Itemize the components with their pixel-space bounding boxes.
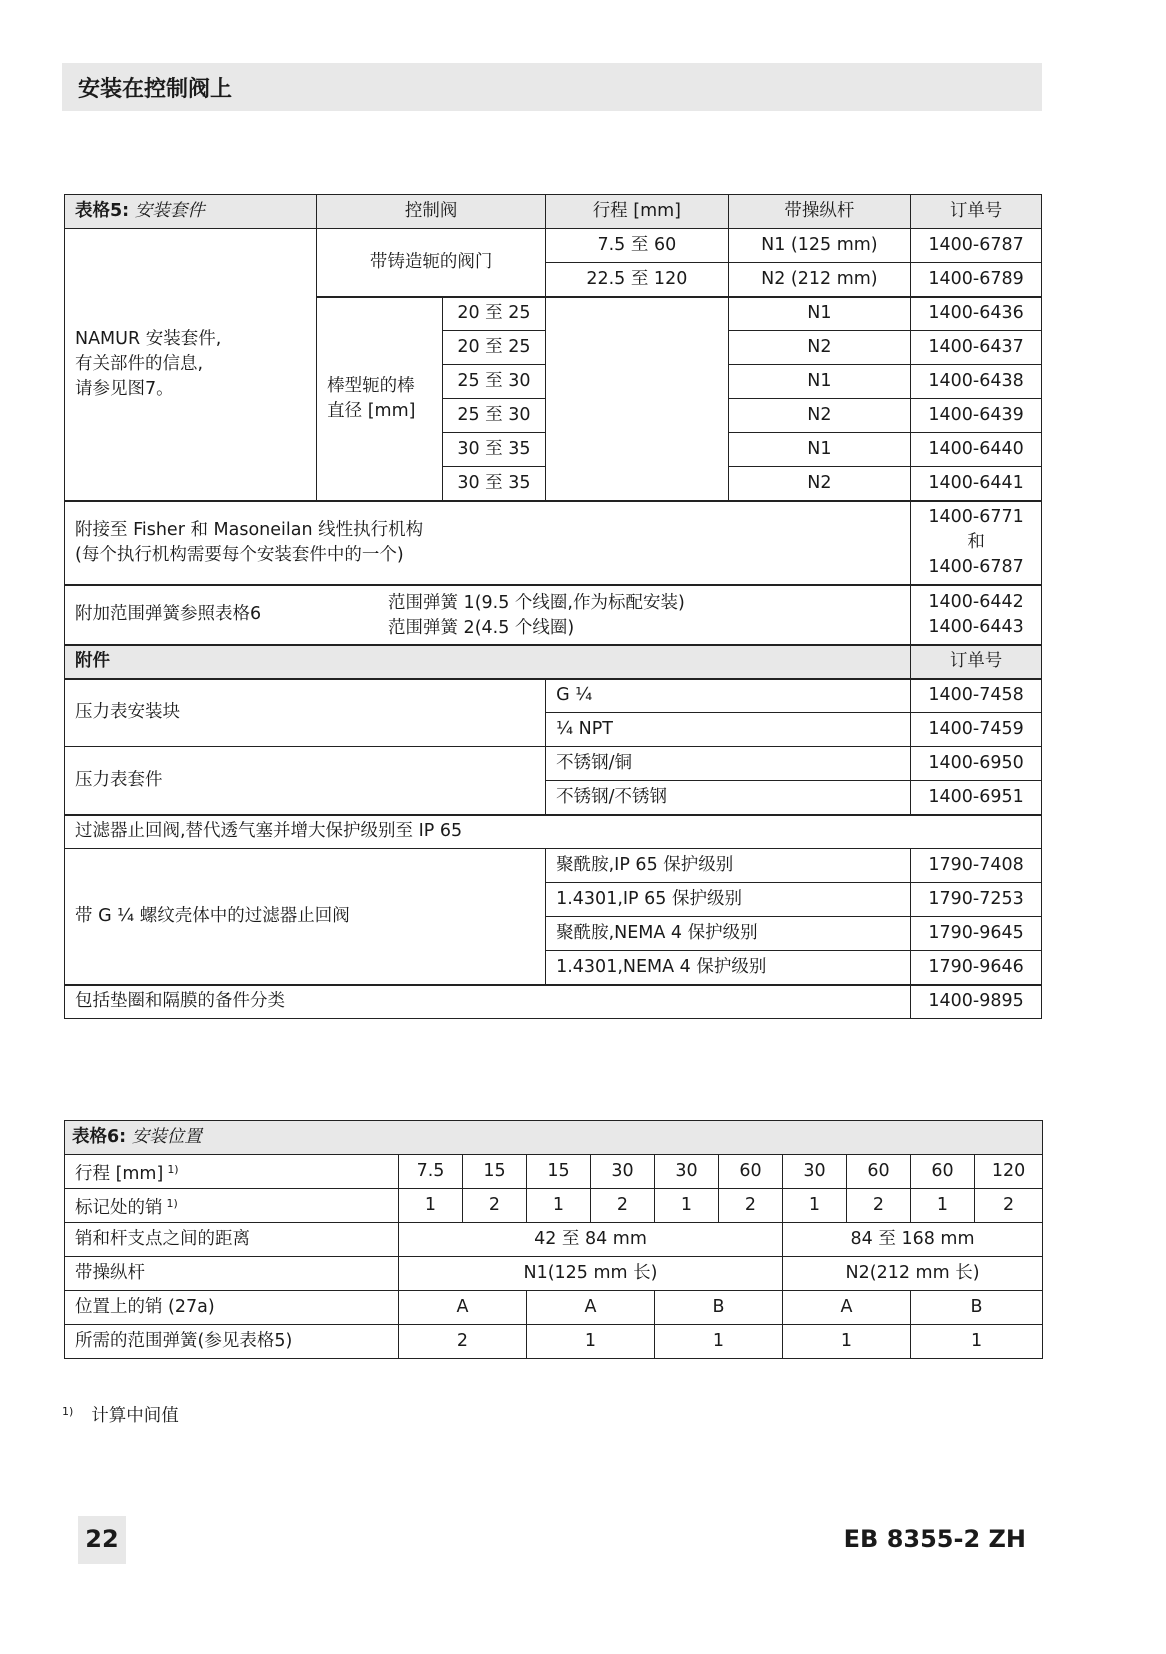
- section-header: [62, 63, 1042, 111]
- table-row-spring: 所需的范围弹簧(参见表格5) 2 1 1 1 1: [65, 1325, 1043, 1359]
- table-row: 棒型轭的棒 直径 [mm] 20 至 25 N1 1400-6436: [65, 297, 1042, 331]
- document-id: EB 8355-2 ZH: [843, 1525, 1026, 1553]
- table-6-mounting-positions: [64, 1120, 1043, 1359]
- table-row: 过滤器止回阀,替代透气塞并增大保护级别至 IP 65: [65, 815, 1042, 849]
- table-row: 30 至 35 N2 1400-6441: [65, 467, 1042, 501]
- table-row: 25 至 30 N1 1400-6438: [65, 365, 1042, 399]
- table-row: 包括垫圈和隔膜的备件分类 1400-9895: [65, 985, 1042, 1019]
- table-row-distance: 销和杆支点之间的距离 42 至 84 mm 84 至 168 mm: [65, 1223, 1043, 1257]
- col-header-travel: 行程 [mm]: [546, 195, 729, 229]
- col-header-order-no: 订单号: [911, 195, 1042, 229]
- table-row: 20 至 25 N2 1400-6437: [65, 331, 1042, 365]
- table-row-fisher: 附接至 Fisher 和 Masoneilan 线性执行机构 (每个执行机构需要每个安装套件中的一个) 1400-6771 和 1400-6787: [65, 501, 1042, 585]
- accessories-header-row: 附件 订单号: [65, 645, 1042, 679]
- table-row: 聚酰胺,NEMA 4 保护级别 1790-9645: [65, 917, 1042, 951]
- table-5-mounting-kits: [64, 194, 1042, 1019]
- table-row: 30 至 35 N1 1400-6440: [65, 433, 1042, 467]
- empty-travel-cell: [546, 297, 729, 501]
- table-row: NAMUR 安装套件, 有关部件的信息, 请参见图7。 带铸造轭的阀门 7.5 至 60 N1 (125 mm) 1400-6787: [65, 229, 1042, 263]
- table-row: 1.4301,NEMA 4 保护级别 1790-9646: [65, 951, 1042, 985]
- table-row: 不锈钢/不锈钢 1400-6951: [65, 781, 1042, 815]
- section-title: 安装在控制阀上: [78, 77, 233, 102]
- page-number: 22: [85, 1525, 119, 1553]
- col-header-control-valve: 控制阀: [317, 195, 546, 229]
- page-number-box: [78, 1516, 126, 1564]
- table-caption: 表格5: 安装套件: [65, 195, 317, 229]
- rod-yoke-label: 棒型轭的棒 直径 [mm]: [317, 297, 443, 501]
- table-caption: 表格6: 安装位置: [65, 1121, 1043, 1155]
- table-row: 25 至 30 N2 1400-6439: [65, 399, 1042, 433]
- footnote: [62, 1402, 179, 1427]
- table-row: 带 G ¼ 螺纹壳体中的过滤器止回阀 聚酰胺,IP 65 保护级别 1790-7408: [65, 849, 1042, 883]
- table-row: 1.4301,IP 65 保护级别 1790-7253: [65, 883, 1042, 917]
- table-row-pin: 标记处的销 $^{1)}$ 1 2 1 2 1 2 1 2 1 2: [65, 1189, 1043, 1223]
- table-row-lever: 带操纵杆 N1(125 mm 长) N2(212 mm 长): [65, 1257, 1043, 1291]
- table-row-position: 位置上的销 (27a) A A B A B: [65, 1291, 1043, 1325]
- col-header-lever: 带操纵杆: [728, 195, 911, 229]
- table-row: ¼ NPT 1400-7459: [65, 713, 1042, 747]
- table-header-row: [65, 195, 1042, 229]
- namur-description: NAMUR 安装套件, 有关部件的信息, 请参见图7。: [65, 229, 317, 501]
- footnote-mark: 1): [62, 1405, 74, 1418]
- footnote-text: 计算中间值: [91, 1406, 179, 1426]
- cast-yoke-label: 带铸造轭的阀门: [317, 229, 546, 297]
- table-row: 22.5 至 120 N2 (212 mm) 1400-6789: [65, 263, 1042, 297]
- table-row-springs: 附加范围弹簧参照表格6 范围弹簧 1(9.5 个线圈,作为标配安装) 范围弹簧 2(4.5 个线圈) 1400-6442 1400-6443: [65, 585, 1042, 645]
- table-header-row: [65, 1121, 1043, 1155]
- table-row: 压力表安装块 G ¼ 1400-7458: [65, 679, 1042, 713]
- table-row-travel: 行程 [mm] $^{1)}$ 7.5 15 15 30 30 60 30 60 60 120: [65, 1155, 1043, 1189]
- table-row: 压力表套件 不锈钢/铜 1400-6950: [65, 747, 1042, 781]
